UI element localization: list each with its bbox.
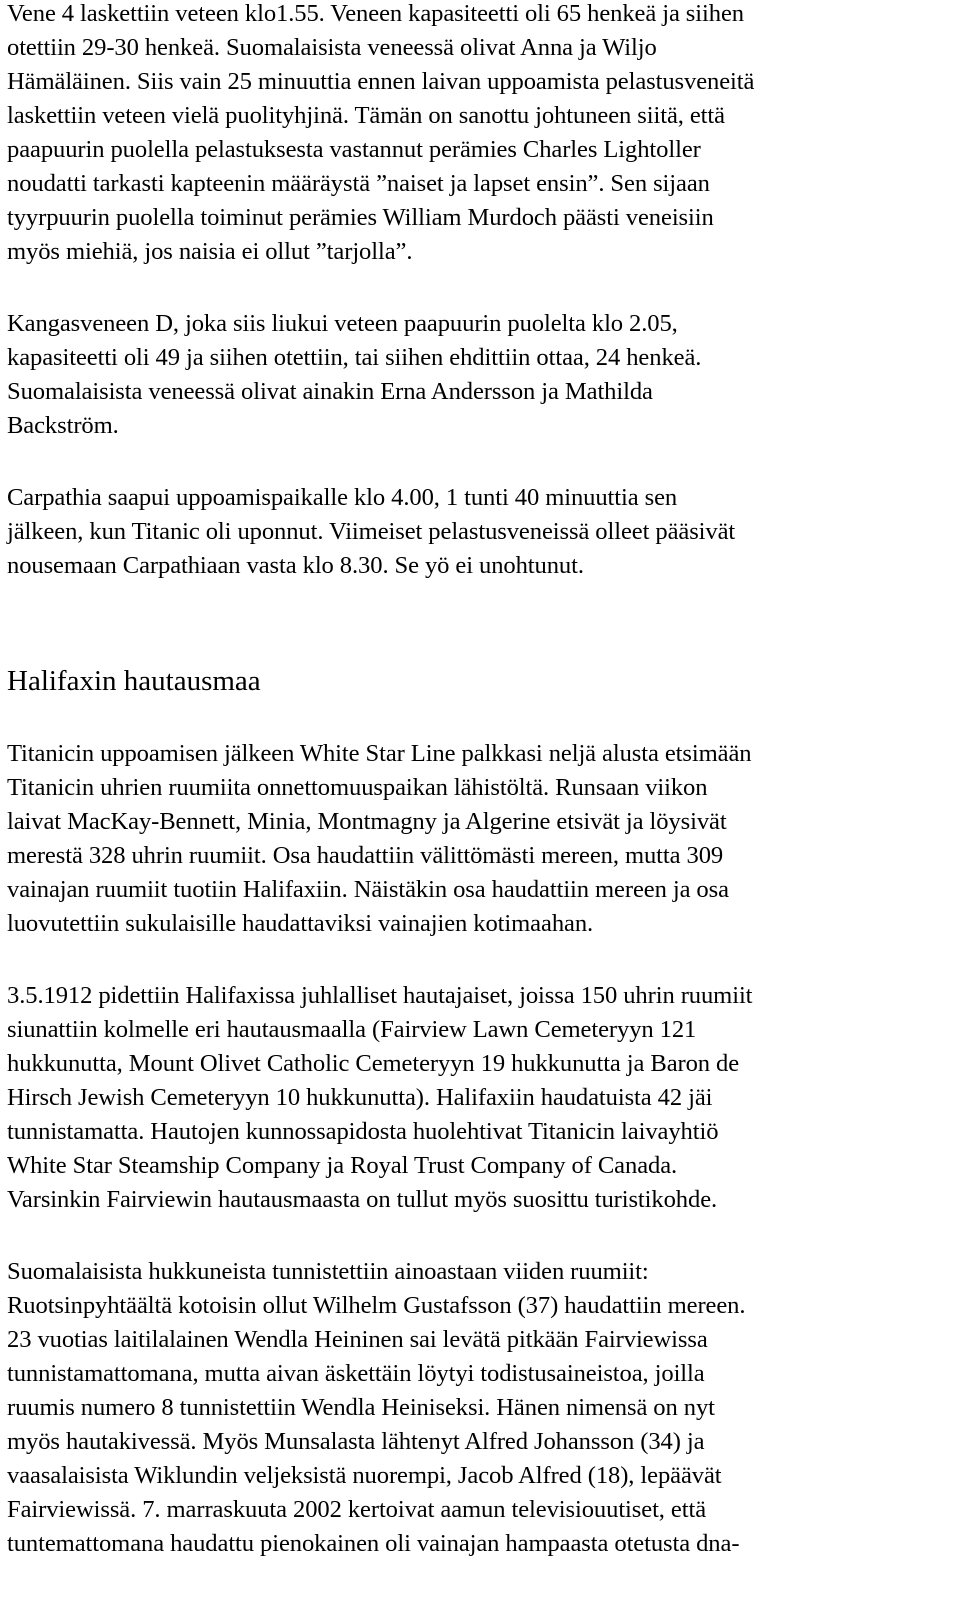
text-line: noudatti tarkasti kapteenin määräystä ”naiset ja lapset ensin”. Sen sijaan [7, 170, 710, 197]
text-line: laivat MacKay-Bennett, Minia, Montmagny ja Algerine etsivät ja löysivät [7, 808, 727, 835]
text-line: Titanicin uppoamisen jälkeen White Star Line palkkasi neljä alusta etsimään [7, 740, 752, 767]
text-line: tyyrpuurin puolella toiminut perämies William Murdoch päästi veneisiin [7, 204, 714, 231]
text-line: Backström. [7, 412, 119, 439]
section-heading: Halifaxin hautausmaa [7, 665, 261, 697]
text-line: Kangasveneen D, joka siis liukui veteen paapuurin puolelta klo 2.05, [7, 310, 678, 337]
text-line: vainajan ruumiit tuotiin Halifaxiin. Näistäkin osa haudattiin mereen ja osa [7, 876, 729, 903]
text-line: laskettiin veteen vielä puolityhjinä. Tämän on sanottu johtuneen siitä, että [7, 102, 725, 129]
text-line: Fairviewissä. 7. marraskuuta 2002 kertoivat aamun televisiouutiset, että [7, 1496, 707, 1523]
text-line: Hirsch Jewish Cemeteryyn 10 hukkunutta). Halifaxiin haudatuista 42 jäi [7, 1084, 713, 1111]
text-line: jälkeen, kun Titanic oli uponnut. Viimeiset pelastusveneissä olleet pääsivät [7, 518, 736, 545]
text-line: ruumis numero 8 tunnistettiin Wendla Heiniseksi. Hänen nimensä on nyt [7, 1394, 715, 1421]
text-line: tunnistamatta. Hautojen kunnossapidosta huolehtivat Titanicin laivayhtiö [7, 1118, 719, 1145]
text-line: Carpathia saapui uppoamispaikalle klo 4.00, 1 tunti 40 minuuttia sen [7, 484, 678, 511]
text-line: Suomalaisista veneessä olivat ainakin Erna Andersson ja Mathilda [7, 378, 653, 405]
text-line: luovutettiin sukulaisille haudattaviksi vainajien kotimaahan. [7, 910, 594, 937]
text-line: paapuurin puolella pelastuksesta vastannut perämies Charles Lightoller [7, 136, 701, 163]
text-line: siunattiin kolmelle eri hautausmaalla (Fairview Lawn Cemeteryyn 121 [7, 1016, 697, 1043]
text-line: tunnistamattomana, mutta aivan äskettäin löytyi todistusaineistoa, joilla [7, 1360, 705, 1387]
text-line: White Star Steamship Company ja Royal Trust Company of Canada. [7, 1152, 678, 1179]
text-line: 3.5.1912 pidettiin Halifaxissa juhlalliset hautajaiset, joissa 150 uhrin ruumiit [7, 982, 753, 1009]
text-line: myös hautakivessä. Myös Munsalasta lähtenyt Alfred Johansson (34) ja [7, 1428, 705, 1455]
text-line: merestä 328 uhrin ruumiit. Osa haudattiin välittömästi mereen, mutta 309 [7, 842, 724, 869]
text-line: Vene 4 laskettiin veteen klo1.55. Veneen kapasiteetti oli 65 henkeä ja siihen [7, 0, 744, 27]
text-line: otettiin 29-30 henkeä. Suomalaisista veneessä olivat Anna ja Wiljo [7, 34, 657, 61]
text-line: tuntemattomana haudattu pienokainen oli vainajan hampaasta otetusta dna- [7, 1530, 740, 1557]
text-line: 23 vuotias laitilalainen Wendla Heininen sai levätä pitkään Fairviewissa [7, 1326, 708, 1353]
text-line: vaasalaisista Wiklundin veljeksistä nuorempi, Jacob Alfred (18), lepäävät [7, 1462, 722, 1489]
text-line: hukkunutta, Mount Olivet Catholic Cemeteryyn 19 hukkunutta ja Baron de [7, 1050, 740, 1077]
text-line: kapasiteetti oli 49 ja siihen otettiin, tai siihen ehdittiin ottaa, 24 henkeä. [7, 344, 702, 371]
text-line: Varsinkin Fairviewin hautausmaasta on tullut myös suosittu turistikohde. [7, 1186, 718, 1213]
text-line: Titanicin uhrien ruumiita onnettomuuspaikan lähistöltä. Runsaan viikon [7, 774, 708, 801]
text-line: Hämäläinen. Siis vain 25 minuuttia ennen laivan uppoamista pelastusveneitä [7, 68, 755, 95]
text-line: nousemaan Carpathiaan vasta klo 8.30. Se yö ei unohtunut. [7, 552, 584, 579]
text-line: Suomalaisista hukkuneista tunnistettiin ainoastaan viiden ruumiit: [7, 1258, 649, 1285]
text-line: myös miehiä, jos naisia ei ollut ”tarjolla”. [7, 238, 413, 265]
text-line: Ruotsinpyhtäältä kotoisin ollut Wilhelm Gustafsson (37) haudattiin mereen. [7, 1292, 746, 1319]
